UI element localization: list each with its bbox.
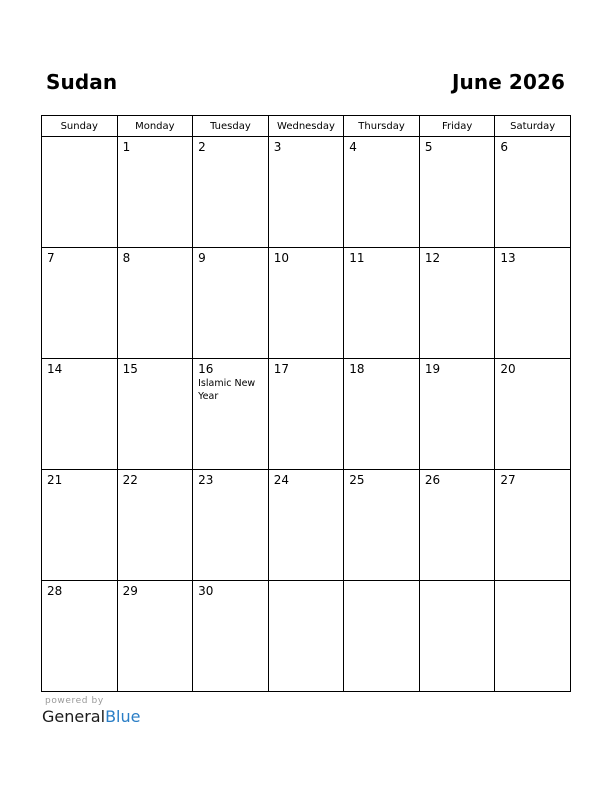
weekday-header: Saturday — [495, 116, 571, 137]
day-number: 8 — [122, 251, 131, 265]
day-number: 21 — [47, 473, 63, 487]
day-cell — [495, 470, 571, 581]
weekday-header: Thursday — [344, 116, 420, 137]
week-row — [42, 248, 571, 359]
day-number: 3 — [273, 140, 282, 154]
weekday-header: Monday — [117, 116, 193, 137]
day-cell — [42, 581, 118, 692]
day-cell — [419, 470, 495, 581]
day-cell — [268, 470, 344, 581]
weekday-header: Friday — [419, 116, 495, 137]
day-number: 2 — [198, 140, 206, 154]
day-cell — [42, 470, 118, 581]
day-cell — [419, 359, 495, 470]
brand-blue-text: Blue — [105, 707, 141, 726]
day-cell — [117, 581, 193, 692]
day-cell — [268, 248, 344, 359]
powered-by-text: powered by — [45, 696, 104, 706]
day-cell — [117, 248, 193, 359]
day-cell — [268, 359, 344, 470]
day-number: 12 — [424, 251, 441, 265]
day-number: 26 — [424, 473, 441, 487]
generalblue-logo[interactable] — [42, 707, 140, 726]
day-number: 14 — [47, 362, 63, 376]
day-cell — [419, 248, 495, 359]
day-cell — [193, 359, 269, 470]
day-cell — [268, 137, 344, 248]
day-cell — [495, 248, 571, 359]
day-cell — [42, 248, 118, 359]
week-row — [42, 137, 571, 248]
day-cell — [193, 581, 269, 692]
day-number: 16 — [198, 362, 214, 376]
day-number: 22 — [122, 473, 138, 487]
weekday-header: Tuesday — [193, 116, 269, 137]
day-cell — [42, 137, 118, 248]
day-number: 1 — [122, 140, 131, 154]
day-number: 7 — [47, 251, 55, 265]
week-row — [42, 359, 571, 470]
country-title: Sudan — [46, 70, 118, 94]
day-number: 18 — [349, 362, 365, 376]
day-cell — [117, 359, 193, 470]
day-cell — [193, 137, 269, 248]
day-cell — [495, 581, 571, 692]
day-cell — [495, 137, 571, 248]
day-number: 25 — [349, 473, 365, 487]
day-cell — [268, 581, 344, 692]
week-row — [42, 581, 571, 692]
day-number: 10 — [273, 251, 289, 265]
calendar-grid — [41, 115, 571, 692]
day-cell — [344, 470, 420, 581]
weekday-header-row — [42, 116, 571, 137]
brand-general-text: General — [42, 707, 106, 726]
day-cell — [344, 581, 420, 692]
day-cell — [117, 137, 193, 248]
day-cell — [42, 359, 118, 470]
day-number: 15 — [122, 362, 138, 376]
month-year-title: June 2026 — [451, 70, 565, 94]
footer-branding — [42, 696, 140, 726]
day-number: 5 — [424, 140, 433, 154]
day-number: 11 — [349, 251, 365, 265]
holiday-label: Islamic New Year — [198, 378, 256, 402]
day-number: 27 — [500, 473, 516, 487]
day-cell — [419, 581, 495, 692]
day-number: 30 — [198, 584, 214, 598]
day-number: 4 — [349, 140, 357, 154]
week-row — [42, 470, 571, 581]
day-cell — [193, 470, 269, 581]
day-number: 24 — [273, 473, 289, 487]
day-cell — [495, 359, 571, 470]
day-cell — [193, 248, 269, 359]
day-number: 13 — [500, 251, 516, 265]
day-number: 17 — [273, 362, 289, 376]
weekday-header: Sunday — [42, 116, 118, 137]
day-number: 9 — [198, 251, 206, 265]
day-number: 23 — [198, 473, 214, 487]
day-number: 6 — [500, 140, 509, 154]
day-number: 19 — [424, 362, 441, 376]
day-number: 29 — [122, 584, 138, 598]
day-cell — [344, 359, 420, 470]
day-cell — [419, 137, 495, 248]
day-cell — [344, 248, 420, 359]
day-cell — [344, 137, 420, 248]
day-number: 20 — [500, 362, 516, 376]
weekday-header: Wednesday — [268, 116, 344, 137]
day-number: 28 — [47, 584, 63, 598]
day-cell — [117, 470, 193, 581]
